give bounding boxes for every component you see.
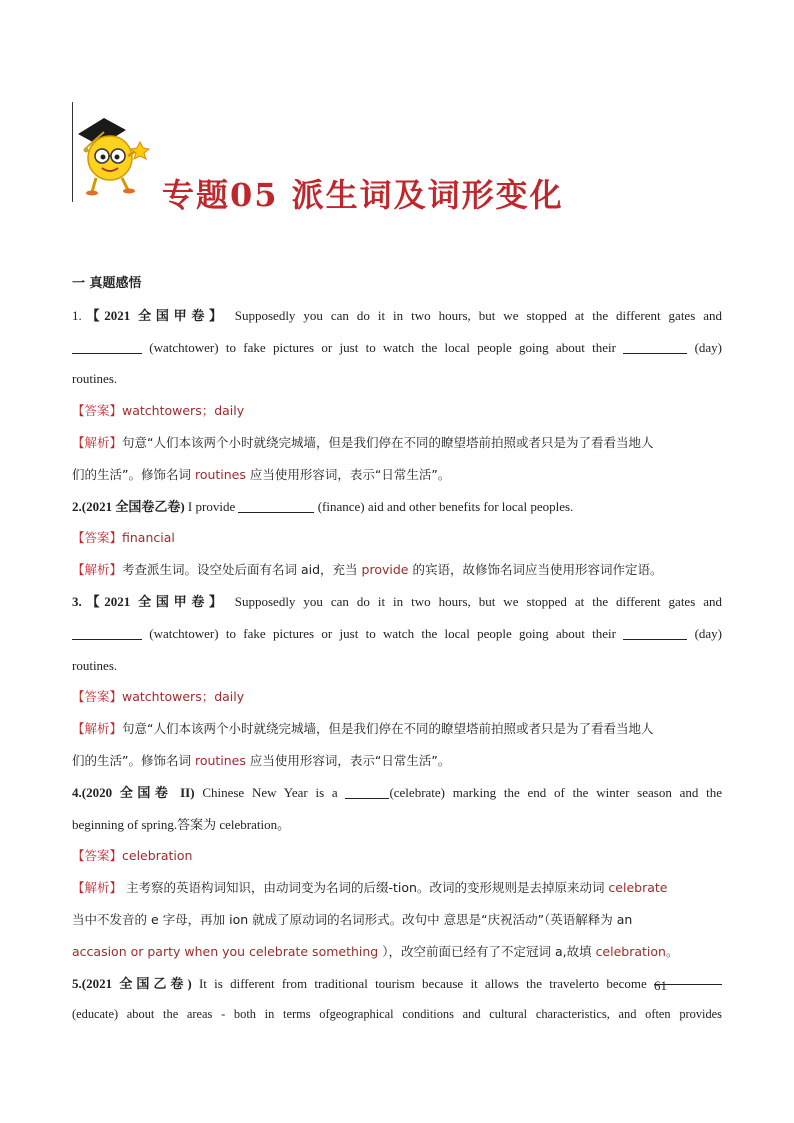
question-4-source: 4.(2020 全国卷 II) xyxy=(72,784,195,800)
question-2 xyxy=(72,491,722,586)
answer-blank[interactable] xyxy=(72,625,142,640)
question-4-analysis: 【解析】 主考察的英语构词知识，由动词变为名词的后缀-tion。改词的变形规则是去掉原来动词 celebrate xyxy=(72,880,668,896)
question-1-line-3: routines. xyxy=(72,371,118,387)
page-title: 专题05 派生词及词形变化 xyxy=(162,176,564,214)
question-4-analysis-cont-2: accasion or party when you celebrate something ），改空前面已经有了不定冠词 a,故填 celebration。 xyxy=(72,943,679,959)
answer-blank[interactable] xyxy=(238,498,314,513)
question-3-line-2: (watchtower) to fake pictures or just to watch the local people going about their (day) xyxy=(72,618,722,650)
answer-blank[interactable] xyxy=(623,625,687,640)
content-body xyxy=(72,268,722,1031)
question-4-analysis-cont: 当中不发音的 e 字母，再加 ion 就成了原动词的名词形式。改句中 意思是“庆祝活动”（英语解释为 an xyxy=(72,911,633,927)
question-5-source: 5.(2021 全国乙卷) xyxy=(72,975,192,991)
question-3-source: 【2021 全国甲卷】 xyxy=(81,593,227,609)
question-2-answer: 【答案】financial xyxy=(72,530,175,546)
question-3-analysis-cont: 们的生活”。修饰名词 routines 应当使用形容词，表示“日常生活”。 xyxy=(72,752,451,768)
question-3-analysis: 【解析】句意“人们本该两个小时就绕完城墙，但是我们停在不同的瞭望塔前拍照或者只是为了看看当地人 xyxy=(72,721,654,737)
question-3-line-3: routines. xyxy=(72,657,118,673)
question-1-answer: 【答案】watchtowers；daily xyxy=(72,403,245,419)
answer-blank[interactable] xyxy=(72,339,142,354)
question-1-source: 【2021 全国甲卷】 xyxy=(81,307,227,323)
question-2-line-1: 2.(2021 全国卷乙卷) I provide (finance) aid and other benefits for local peoples. xyxy=(72,498,574,514)
question-3-answer: 【答案】watchtowers；daily xyxy=(72,689,245,705)
question-1 xyxy=(72,300,722,491)
question-5-line-1: 5.(2021 全国乙卷) It is different from traditional tourism because it allows the travelerto become 61 xyxy=(72,968,722,1000)
question-1-analysis: 【解析】句意“人们本该两个小时就绕完城墙，但是我们停在不同的瞭望塔前拍照或者只是为了看看当地人 xyxy=(72,434,654,450)
question-3 xyxy=(72,586,722,777)
question-4 xyxy=(72,777,722,968)
question-4-line-1: 4.(2020 全国卷 II) Chinese New Year is a (celebrate) marking the end of the winter season and the xyxy=(72,784,722,800)
question-1-line-2: (watchtower) to fake pictures or just to watch the local people going about their (day) xyxy=(72,332,722,364)
question-1-line-1: 1.【2021 全国甲卷】 Supposedly you can do it in two hours, but we stopped at the different gates and xyxy=(72,307,723,323)
question-4-line-2: beginning of spring.答案为 celebration。 xyxy=(72,816,291,832)
answer-blank-61[interactable]: 61 xyxy=(654,970,722,985)
question-3-line-1: 3.【2021 全国甲卷】 Supposedly you can do it in two hours, but we stopped at the different gates and xyxy=(72,593,723,609)
question-2-source: 2.(2021 全国卷乙卷) xyxy=(72,498,185,514)
question-1-analysis-cont: 们的生活”。修饰名词 routines 应当使用形容词，表示“日常生活”。 xyxy=(72,466,451,482)
answer-blank[interactable] xyxy=(345,784,389,799)
question-5 xyxy=(72,968,722,1032)
graduate-mascot-icon xyxy=(74,100,160,196)
question-5-line-2: (educate) about the areas - both in terms ofgeographical conditions and cultural characteristics, and often provides xyxy=(72,1007,722,1022)
answer-blank[interactable] xyxy=(623,339,687,354)
question-4-answer: 【答案】celebration xyxy=(72,848,193,864)
title-divider-line xyxy=(72,102,73,202)
section-heading: 一 真题感悟 xyxy=(72,276,142,291)
question-2-analysis: 【解析】考查派生词。设空处后面有名词 aid，充当 provide 的宾语，故修饰名词应当使用形容词作定语。 xyxy=(72,562,663,578)
